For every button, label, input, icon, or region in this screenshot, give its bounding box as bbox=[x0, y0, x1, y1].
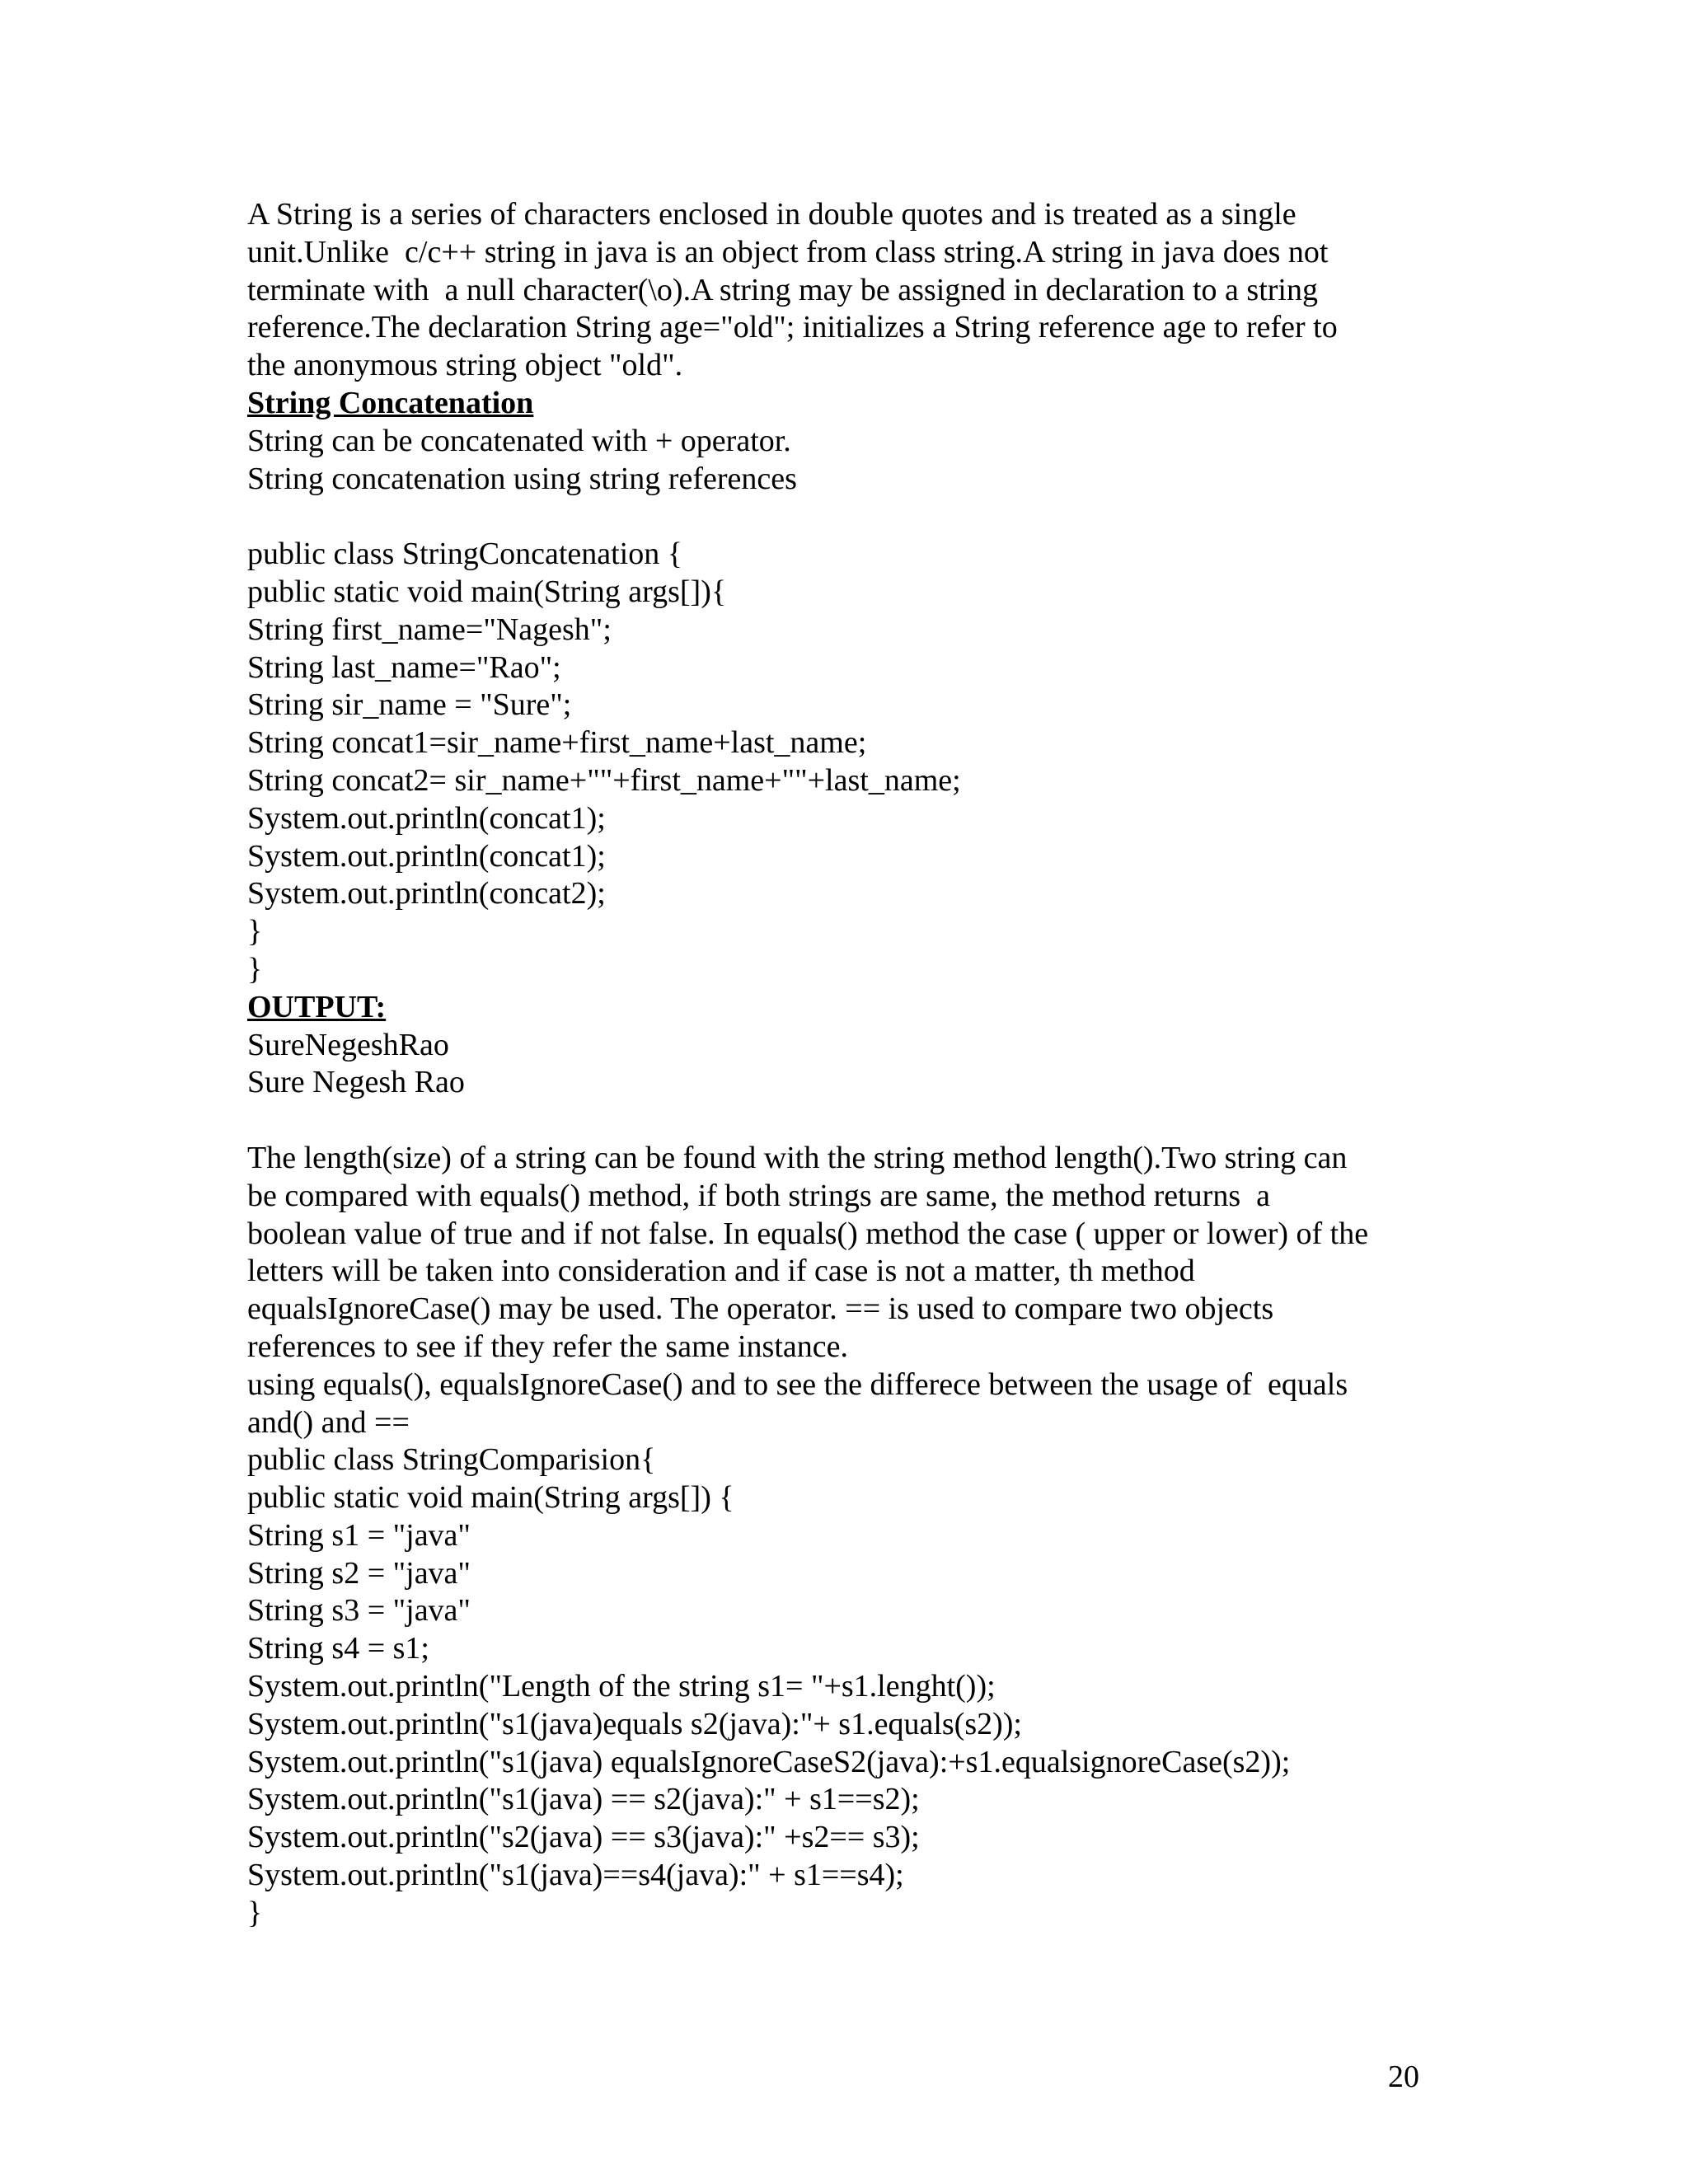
code-line: public static void main(String args[]) { bbox=[247, 1480, 734, 1516]
code-line: String s2 = "java" bbox=[247, 1555, 471, 1591]
comparison-line: equalsIgnoreCase() may be used. The operator. == is used to compare two objects bbox=[247, 1291, 1274, 1327]
code-line: String concat2= sir_name+""+first_name+""+last_name; bbox=[247, 762, 961, 798]
concat-intro-line: String can be concatenated with + operator. bbox=[247, 423, 791, 458]
output-block bbox=[247, 1027, 1467, 1103]
code-line: } bbox=[247, 914, 263, 949]
code-line: System.out.println("s1(java)==s4(java):" + s1==s4); bbox=[247, 1858, 904, 1893]
concat-intro-line: String concatenation using string references bbox=[247, 461, 797, 496]
comparison-paragraph bbox=[247, 1140, 1467, 1441]
code-line: System.out.println("s1(java)equals s2(java):"+ s1.equals(s2)); bbox=[247, 1706, 1022, 1741]
code-line: String s3 = "java" bbox=[247, 1593, 471, 1629]
output-line: SureNegeshRao bbox=[247, 1027, 449, 1062]
code-line: public static void main(String args[]){ bbox=[247, 574, 727, 609]
code-line: public class StringComparision{ bbox=[247, 1442, 656, 1478]
code-line: String concat1=sir_name+first_name+last_name; bbox=[247, 725, 867, 761]
page-number: 20 bbox=[1388, 2060, 1419, 2094]
intro-line: reference.The declaration String age="old"; initializes a String reference age to refer to bbox=[247, 310, 1338, 345]
comparison-line: boolean value of true and if not false. In equals() method the case ( upper or lower) of the bbox=[247, 1216, 1369, 1251]
document-page bbox=[247, 196, 1467, 1933]
code-line: String s4 = s1; bbox=[247, 1631, 429, 1666]
output-heading: OUTPUT: bbox=[247, 989, 387, 1024]
code-line: System.out.println("s1(java) equalsIgnoreCaseS2(java):+s1.equalsignoreCase(s2)); bbox=[247, 1744, 1291, 1779]
comparison-code-block bbox=[247, 1441, 1467, 1932]
output-line: Sure Negesh Rao bbox=[247, 1065, 465, 1100]
intro-line: the anonymous string object "old". bbox=[247, 348, 683, 383]
comparison-line: letters will be taken into consideration and if case is not a matter, th method bbox=[247, 1254, 1195, 1289]
intro-paragraph bbox=[247, 196, 1467, 385]
code-line: } bbox=[247, 1895, 263, 1930]
code-line: System.out.println(concat2); bbox=[247, 876, 606, 912]
concat-code-block bbox=[247, 536, 1467, 989]
comparison-line: be compared with equals() method, if both strings are same, the method returns a bbox=[247, 1178, 1270, 1213]
code-line: String last_name="Rao"; bbox=[247, 649, 561, 685]
code-line: String sir_name = "Sure"; bbox=[247, 687, 572, 723]
concat-heading: String Concatenation bbox=[247, 385, 534, 420]
spacer bbox=[247, 498, 1467, 536]
intro-line: A String is a series of characters enclosed in double quotes and is treated as a single bbox=[247, 197, 1296, 232]
code-line: String s1 = "java" bbox=[247, 1517, 471, 1553]
intro-line: unit.Unlike c/c++ string in java is an object from class string.A string in java does not bbox=[247, 234, 1329, 269]
code-line: System.out.println("s1(java) == s2(java):" + s1==s2); bbox=[247, 1782, 920, 1817]
comparison-line: The length(size) of a string can be found with the string method length().Two string can bbox=[247, 1140, 1348, 1175]
code-line: System.out.println(concat1); bbox=[247, 838, 606, 874]
concat-intro bbox=[247, 423, 1467, 499]
comparison-line: using equals(), equalsIgnoreCase() and to see the differece between the usage of equals bbox=[247, 1366, 1348, 1402]
code-line: String first_name="Nagesh"; bbox=[247, 612, 612, 647]
intro-line: terminate with a null character(\o).A string may be assigned in declaration to a string bbox=[247, 272, 1318, 307]
code-line: } bbox=[247, 951, 263, 987]
comparison-line: and() and == bbox=[247, 1404, 410, 1440]
code-line: System.out.println("s2(java) == s3(java):" +s2== s3); bbox=[247, 1820, 920, 1855]
code-line: System.out.println(concat1); bbox=[247, 800, 606, 836]
code-line: System.out.println("Length of the string s1= "+s1.lenght()); bbox=[247, 1669, 996, 1704]
spacer bbox=[247, 1102, 1467, 1140]
comparison-line: references to see if they refer the same instance. bbox=[247, 1329, 848, 1364]
code-line: public class StringConcatenation { bbox=[247, 537, 682, 572]
